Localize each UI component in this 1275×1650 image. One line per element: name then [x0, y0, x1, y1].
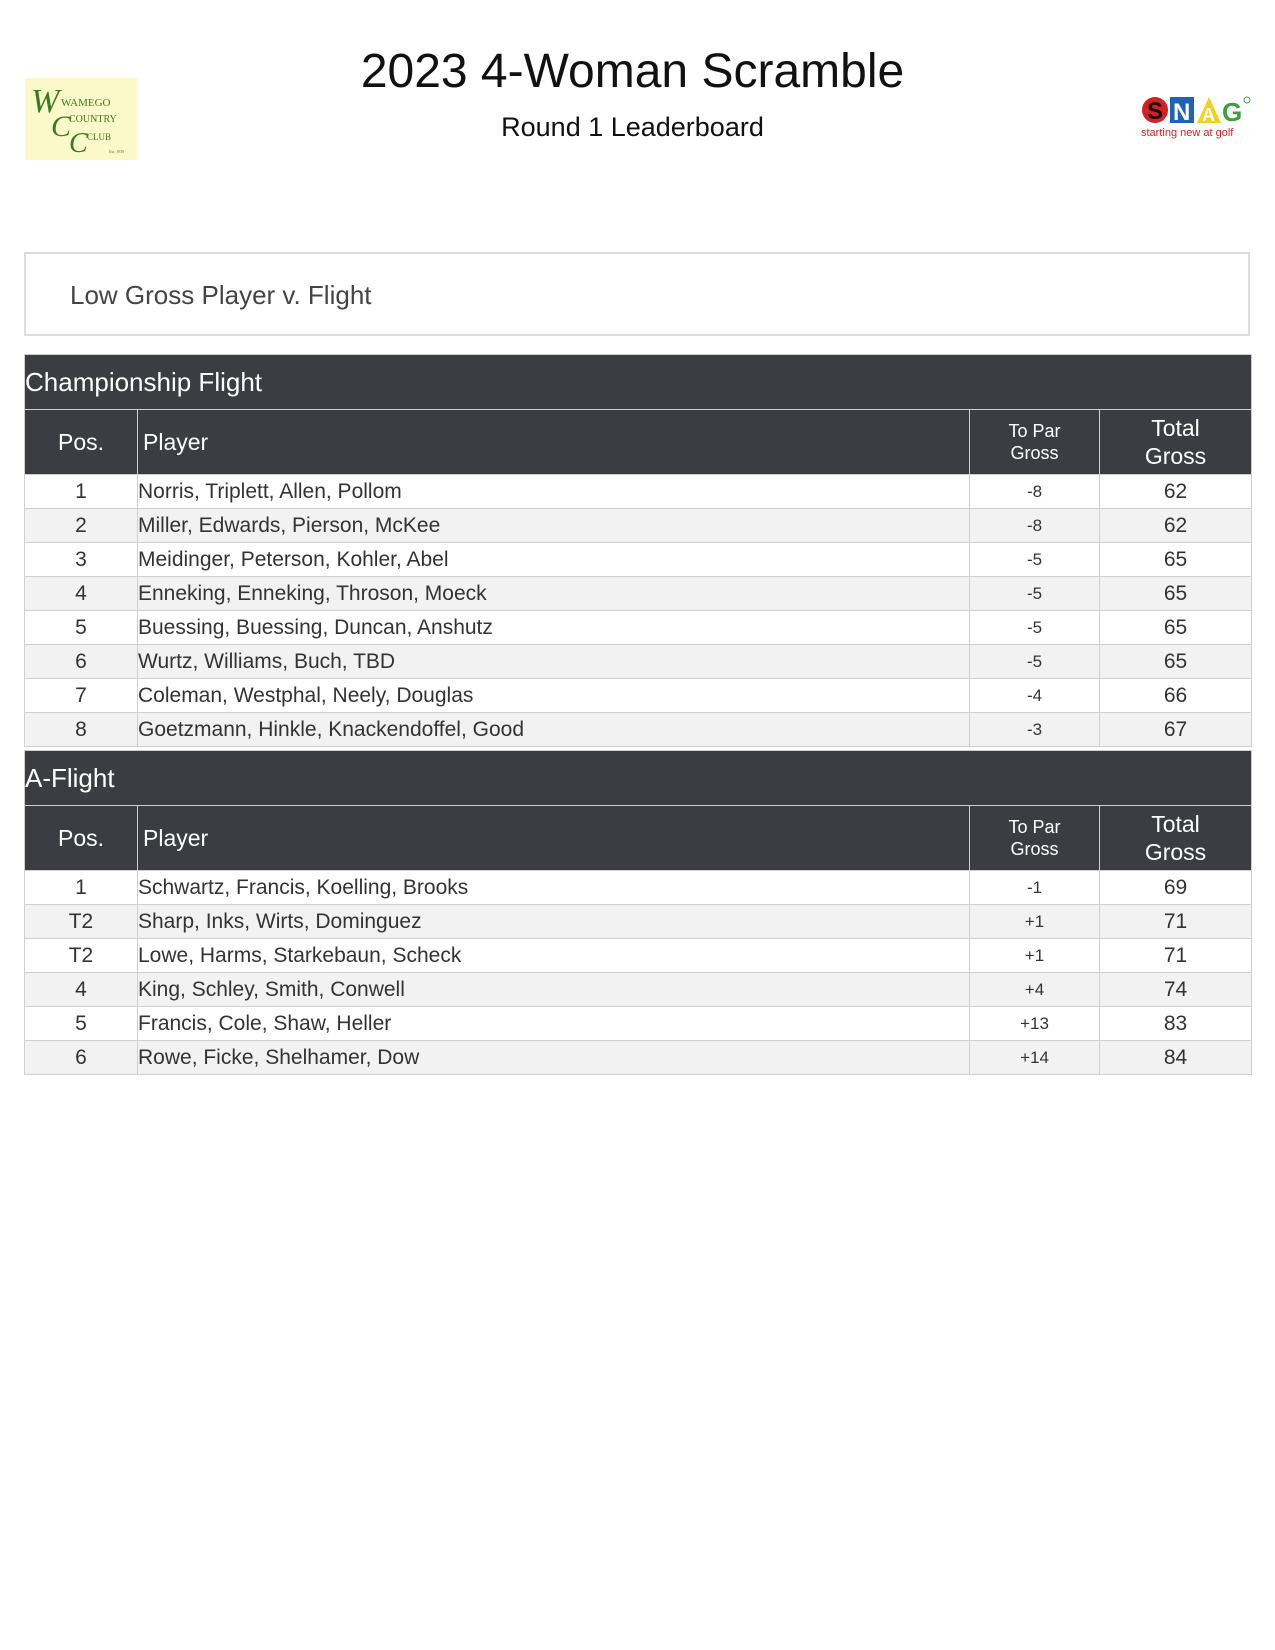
table-row: [25, 543, 1252, 577]
svg-text:WAMEGO: WAMEGO: [61, 97, 111, 109]
player-cell: Francis, Cole, Shaw, Heller: [138, 1007, 970, 1041]
total-cell: 84: [1100, 1041, 1252, 1075]
player-cell: Wurtz, Williams, Buch, TBD: [138, 645, 970, 679]
total-cell: 65: [1100, 577, 1252, 611]
topar-cell: -5: [970, 645, 1100, 679]
player-cell: Norris, Triplett, Allen, Pollom: [138, 475, 970, 509]
pos-cell: 8: [25, 713, 138, 747]
topar-cell: -3: [970, 713, 1100, 747]
page-title: 2023 4-Woman Scramble: [360, 45, 905, 98]
leaderboard-table-a-flight: [24, 750, 1252, 1075]
pos-cell: 5: [25, 611, 138, 645]
topar-cell: -5: [970, 543, 1100, 577]
pos-cell: 3: [25, 543, 138, 577]
page-header: [0, 0, 1275, 190]
total-cell: 74: [1100, 973, 1252, 1007]
svg-text:Est. 1939: Est. 1939: [109, 149, 125, 154]
table-row: [25, 475, 1252, 509]
topar-column-header: To Par Gross: [970, 410, 1100, 475]
player-cell: Enneking, Enneking, Throson, Moeck: [138, 577, 970, 611]
player-column-header: Player: [138, 410, 970, 475]
leaderboard-table-championship: [24, 354, 1252, 747]
column-header-row: [25, 410, 1252, 475]
player-cell: Buessing, Buessing, Duncan, Anshutz: [138, 611, 970, 645]
pos-cell: 5: [25, 1007, 138, 1041]
player-cell: Lowe, Harms, Starkebaun, Scheck: [138, 939, 970, 973]
topar-cell: +1: [970, 939, 1100, 973]
topar-cell: +1: [970, 905, 1100, 939]
category-box: [24, 252, 1250, 336]
pos-column-header: Pos.: [25, 410, 138, 475]
topar-cell: -8: [970, 509, 1100, 543]
svg-text:W: W: [31, 83, 60, 120]
topar-column-header: To Par Gross: [970, 806, 1100, 871]
total-cell: 65: [1100, 543, 1252, 577]
table-row: [25, 509, 1252, 543]
total-cell: 67: [1100, 713, 1252, 747]
svg-text:CLUB: CLUB: [87, 132, 112, 142]
column-header-row: [25, 806, 1252, 871]
topar-cell: +13: [970, 1007, 1100, 1041]
topar-cell: +14: [970, 1041, 1100, 1075]
player-cell: King, Schley, Smith, Conwell: [138, 973, 970, 1007]
total-column-header: Total Gross: [1100, 806, 1252, 871]
total-cell: 65: [1100, 611, 1252, 645]
table-row: [25, 713, 1252, 747]
snag-logo: [1140, 92, 1252, 144]
flight-name: A-Flight: [25, 751, 1252, 806]
total-cell: 83: [1100, 1007, 1252, 1041]
total-cell: 71: [1100, 939, 1252, 973]
total-cell: 71: [1100, 905, 1252, 939]
total-cell: 62: [1100, 509, 1252, 543]
topar-cell: +4: [970, 973, 1100, 1007]
svg-text:starting new at golf: starting new at golf: [1141, 127, 1234, 139]
pos-cell: 7: [25, 679, 138, 713]
pos-cell: T2: [25, 939, 138, 973]
total-column-header: Total Gross: [1100, 410, 1252, 475]
topar-cell: -4: [970, 679, 1100, 713]
table-row: [25, 1041, 1252, 1075]
pos-cell: 1: [25, 871, 138, 905]
total-cell: 62: [1100, 475, 1252, 509]
table-row: [25, 939, 1252, 973]
pos-cell: 6: [25, 645, 138, 679]
pos-column-header: Pos.: [25, 806, 138, 871]
topar-cell: -5: [970, 577, 1100, 611]
player-cell: Goetzmann, Hinkle, Knackendoffel, Good: [138, 713, 970, 747]
total-cell: 65: [1100, 645, 1252, 679]
player-cell: Rowe, Ficke, Shelhamer, Dow: [138, 1041, 970, 1075]
pos-cell: 1: [25, 475, 138, 509]
category-label: Low Gross Player v. Flight: [70, 280, 372, 310]
flight-header: [25, 751, 1252, 806]
table-row: [25, 679, 1252, 713]
pos-cell: 4: [25, 973, 138, 1007]
table-row: [25, 645, 1252, 679]
flight-header: [25, 355, 1252, 410]
table-row: [25, 611, 1252, 645]
player-cell: Schwartz, Francis, Koelling, Brooks: [138, 871, 970, 905]
player-cell: Miller, Edwards, Pierson, McKee: [138, 509, 970, 543]
player-cell: Coleman, Westphal, Neely, Douglas: [138, 679, 970, 713]
total-cell: 69: [1100, 871, 1252, 905]
player-cell: Sharp, Inks, Wirts, Dominguez: [138, 905, 970, 939]
pos-cell: 6: [25, 1041, 138, 1075]
pos-cell: 4: [25, 577, 138, 611]
player-column-header: Player: [138, 806, 970, 871]
table-row: [25, 973, 1252, 1007]
topar-cell: -8: [970, 475, 1100, 509]
total-cell: 66: [1100, 679, 1252, 713]
table-row: [25, 1007, 1252, 1041]
table-row: [25, 871, 1252, 905]
svg-text:N: N: [1173, 99, 1191, 126]
table-row: [25, 577, 1252, 611]
table-row: [25, 905, 1252, 939]
player-cell: Meidinger, Peterson, Kohler, Abel: [138, 543, 970, 577]
topar-cell: -1: [970, 871, 1100, 905]
flight-name: Championship Flight: [25, 355, 1252, 410]
pos-cell: T2: [25, 905, 138, 939]
svg-text:C: C: [69, 128, 88, 159]
svg-text:A: A: [1202, 105, 1215, 125]
svg-text:S: S: [1147, 98, 1164, 125]
svg-text:G: G: [1222, 97, 1243, 127]
topar-cell: -5: [970, 611, 1100, 645]
svg-text:C: C: [51, 110, 72, 143]
pos-cell: 2: [25, 509, 138, 543]
page-subtitle: Round 1 Leaderboard: [501, 112, 764, 142]
svg-text:COUNTRY: COUNTRY: [69, 114, 117, 125]
